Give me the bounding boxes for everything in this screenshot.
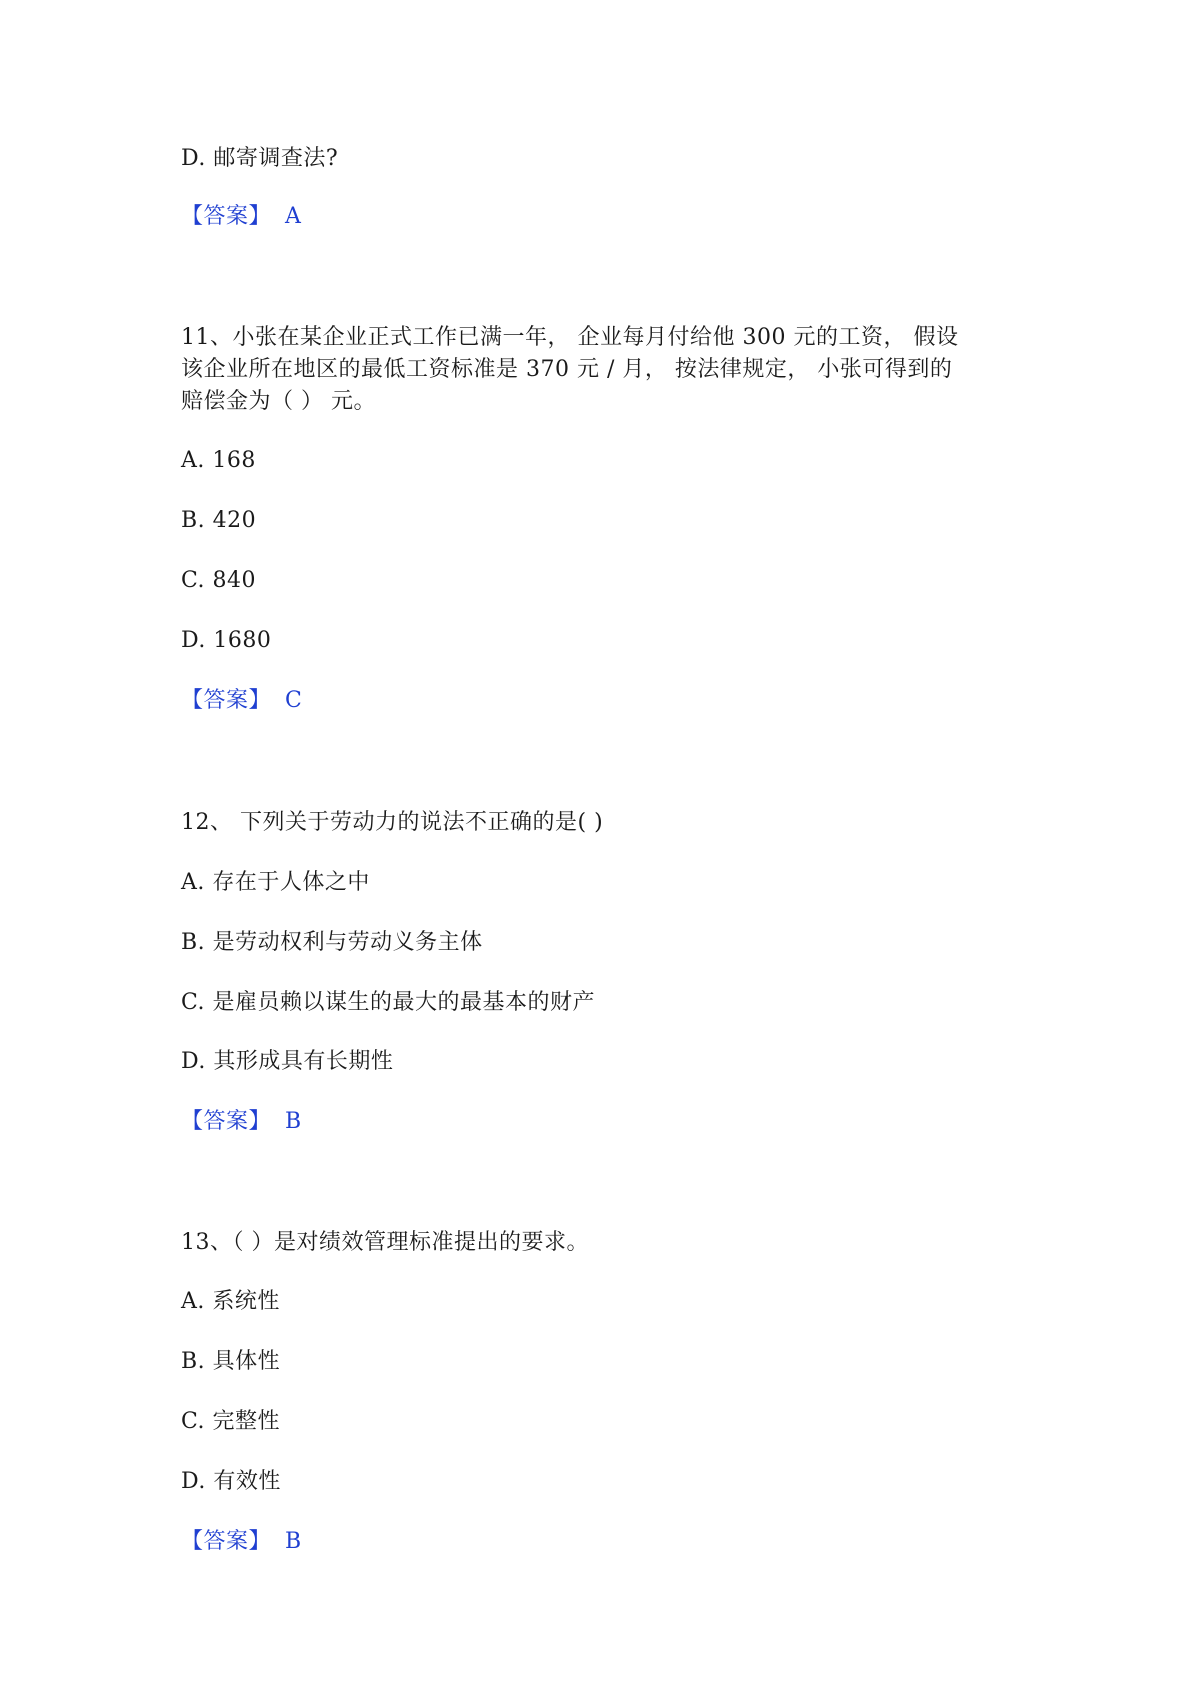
q12-option-d: D. 其形成具有长期性 <box>181 1049 394 1074</box>
answer-label: 【答案】 <box>181 204 272 229</box>
prev-answer <box>181 201 301 233</box>
q13-option-b: B. 具体性 <box>181 1349 281 1374</box>
q11-option-c: C. 840 <box>181 568 257 593</box>
q12-answer <box>181 1106 302 1138</box>
q11-stem-line2: 该企业所在地区的最低工资标准是 370 元 / 月， 按法律规定， 小张可得到的 <box>181 357 953 382</box>
q12-option-a: A. 存在于人体之中 <box>181 870 370 895</box>
q13-option-d: D. 有效性 <box>181 1469 281 1494</box>
q12-option-c: C. 是雇员赖以谋生的最大的最基本的财产 <box>181 990 596 1015</box>
q12-option-b: B. 是劳动权利与劳动义务主体 <box>181 930 483 955</box>
answer-label: 【答案】 <box>181 688 272 713</box>
answer-value: A <box>285 204 302 229</box>
q13-stem: 13、（ ）是对绩效管理标准提出的要求。 <box>181 1230 589 1255</box>
prev-option-d: D. 邮寄调查法? <box>181 146 339 171</box>
q11-stem-line1: 11、小张在某企业正式工作已满一年， 企业每月付给他 300 元的工资， 假设 <box>181 325 959 350</box>
answer-label: 【答案】 <box>181 1529 272 1554</box>
answer-value: B <box>285 1529 302 1554</box>
q13-answer <box>181 1526 302 1558</box>
q11-option-a: A. 168 <box>181 448 256 473</box>
answer-label: 【答案】 <box>181 1109 272 1134</box>
q11-answer <box>181 685 302 717</box>
q11-stem-line3: 赔偿金为（ ） 元。 <box>181 389 376 414</box>
q11-option-d: D. 1680 <box>181 628 272 653</box>
q13-option-c: C. 完整性 <box>181 1409 281 1434</box>
answer-value: C <box>285 688 303 713</box>
q13-option-a: A. 系统性 <box>181 1289 280 1314</box>
answer-value: B <box>285 1109 302 1134</box>
q11-option-b: B. 420 <box>181 508 257 533</box>
q12-stem: 12、 下列关于劳动力的说法不正确的是( ) <box>181 810 604 835</box>
